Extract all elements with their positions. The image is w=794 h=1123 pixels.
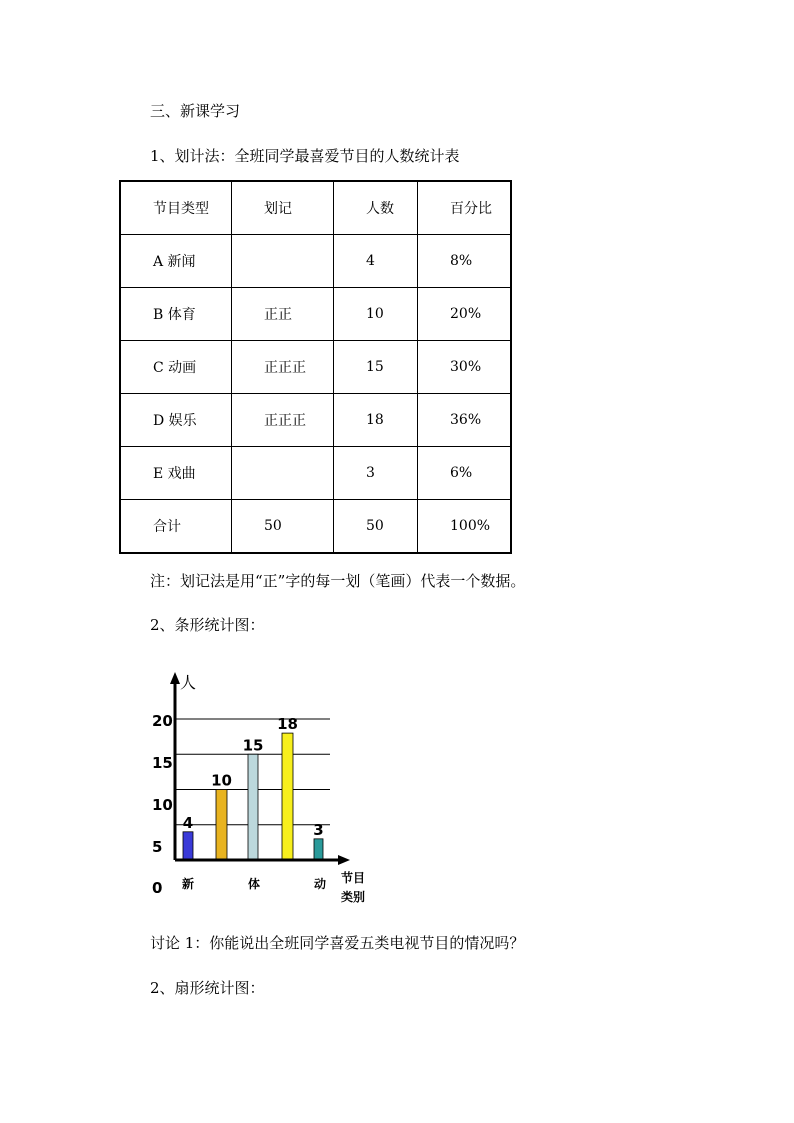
table-cell: 4 xyxy=(334,235,418,288)
table-cell: C 动画 xyxy=(120,341,232,394)
bar-data-label: 10 xyxy=(211,771,232,790)
y-axis-title: 人 xyxy=(180,673,197,692)
table-cell: 8% xyxy=(418,235,512,288)
table-cell: B 体育 xyxy=(120,288,232,341)
table-row xyxy=(120,447,511,500)
table-cell: 10 xyxy=(334,288,418,341)
table-cell: 50 xyxy=(334,500,418,554)
tally-note: 注：划记法是用“正”字的每一划（笔画）代表一个数据。 xyxy=(150,572,526,590)
table-cell: 36% xyxy=(418,394,512,447)
bar-data-label: 3 xyxy=(313,820,324,839)
bar-data-label: 15 xyxy=(242,736,264,755)
y-tick-label: 5 xyxy=(152,838,163,856)
y-tick-label: 0 xyxy=(152,879,163,897)
table-cell: 50 xyxy=(232,500,334,554)
x-axis-title-line1: 节目 xyxy=(341,871,366,885)
bar xyxy=(216,790,227,861)
table-row xyxy=(120,394,511,447)
header-cell: 人数 xyxy=(334,181,418,235)
table-cell: 15 xyxy=(334,341,418,394)
table-header-row xyxy=(120,181,511,235)
table-cell: E 戏曲 xyxy=(120,447,232,500)
item2-heading: 2、条形统计图： xyxy=(150,616,265,634)
table-cell: 18 xyxy=(334,394,418,447)
bar-data-label: 4 xyxy=(182,813,194,832)
table-row xyxy=(120,341,511,394)
category-label: 体 xyxy=(247,877,261,891)
table-cell xyxy=(232,235,334,288)
item1-heading: 1、划计法：全班同学最喜爱节目的人数统计表 xyxy=(150,147,460,165)
y-tick-label: 10 xyxy=(152,796,173,814)
table-cell: 20% xyxy=(418,288,512,341)
item3-heading: 2、扇形统计图： xyxy=(150,979,265,997)
stats-table xyxy=(119,180,512,554)
bar xyxy=(282,733,293,860)
section-title: 三、新课学习 xyxy=(150,102,241,120)
bar-chart xyxy=(140,660,400,910)
bar xyxy=(248,754,258,860)
table-cell: D 娱乐 xyxy=(120,394,232,447)
category-label: 动 xyxy=(313,877,327,891)
table-cell: 正正正 xyxy=(232,394,334,447)
header-cell: 节目类型 xyxy=(120,181,232,235)
table-cell: 3 xyxy=(334,447,418,500)
y-tick-label: 15 xyxy=(152,754,173,772)
table-total-row xyxy=(120,500,511,554)
table-cell: 30% xyxy=(418,341,512,394)
header-cell: 划记 xyxy=(232,181,334,235)
bar-data-label: 18 xyxy=(277,715,298,734)
table-cell: 合计 xyxy=(120,500,232,554)
header-cell: 百分比 xyxy=(418,181,512,235)
table-cell: 正正 xyxy=(232,288,334,341)
table-row xyxy=(120,288,511,341)
y-axis-arrow xyxy=(170,672,180,684)
y-tick-label: 20 xyxy=(152,712,173,730)
bar xyxy=(314,839,323,860)
table-cell: A 新闻 xyxy=(120,235,232,288)
x-axis-title-line2: 类别 xyxy=(341,890,366,904)
table-cell: 100% xyxy=(418,500,512,554)
table-cell xyxy=(232,447,334,500)
table-cell: 6% xyxy=(418,447,512,500)
x-axis-arrow xyxy=(338,855,350,865)
discussion-question: 讨论 1：你能说出全班同学喜爱五类电视节目的情况吗？ xyxy=(150,934,525,952)
category-label: 新 xyxy=(181,877,195,891)
table-cell: 正正正 xyxy=(232,341,334,394)
bar xyxy=(183,832,193,860)
table-row xyxy=(120,235,511,288)
